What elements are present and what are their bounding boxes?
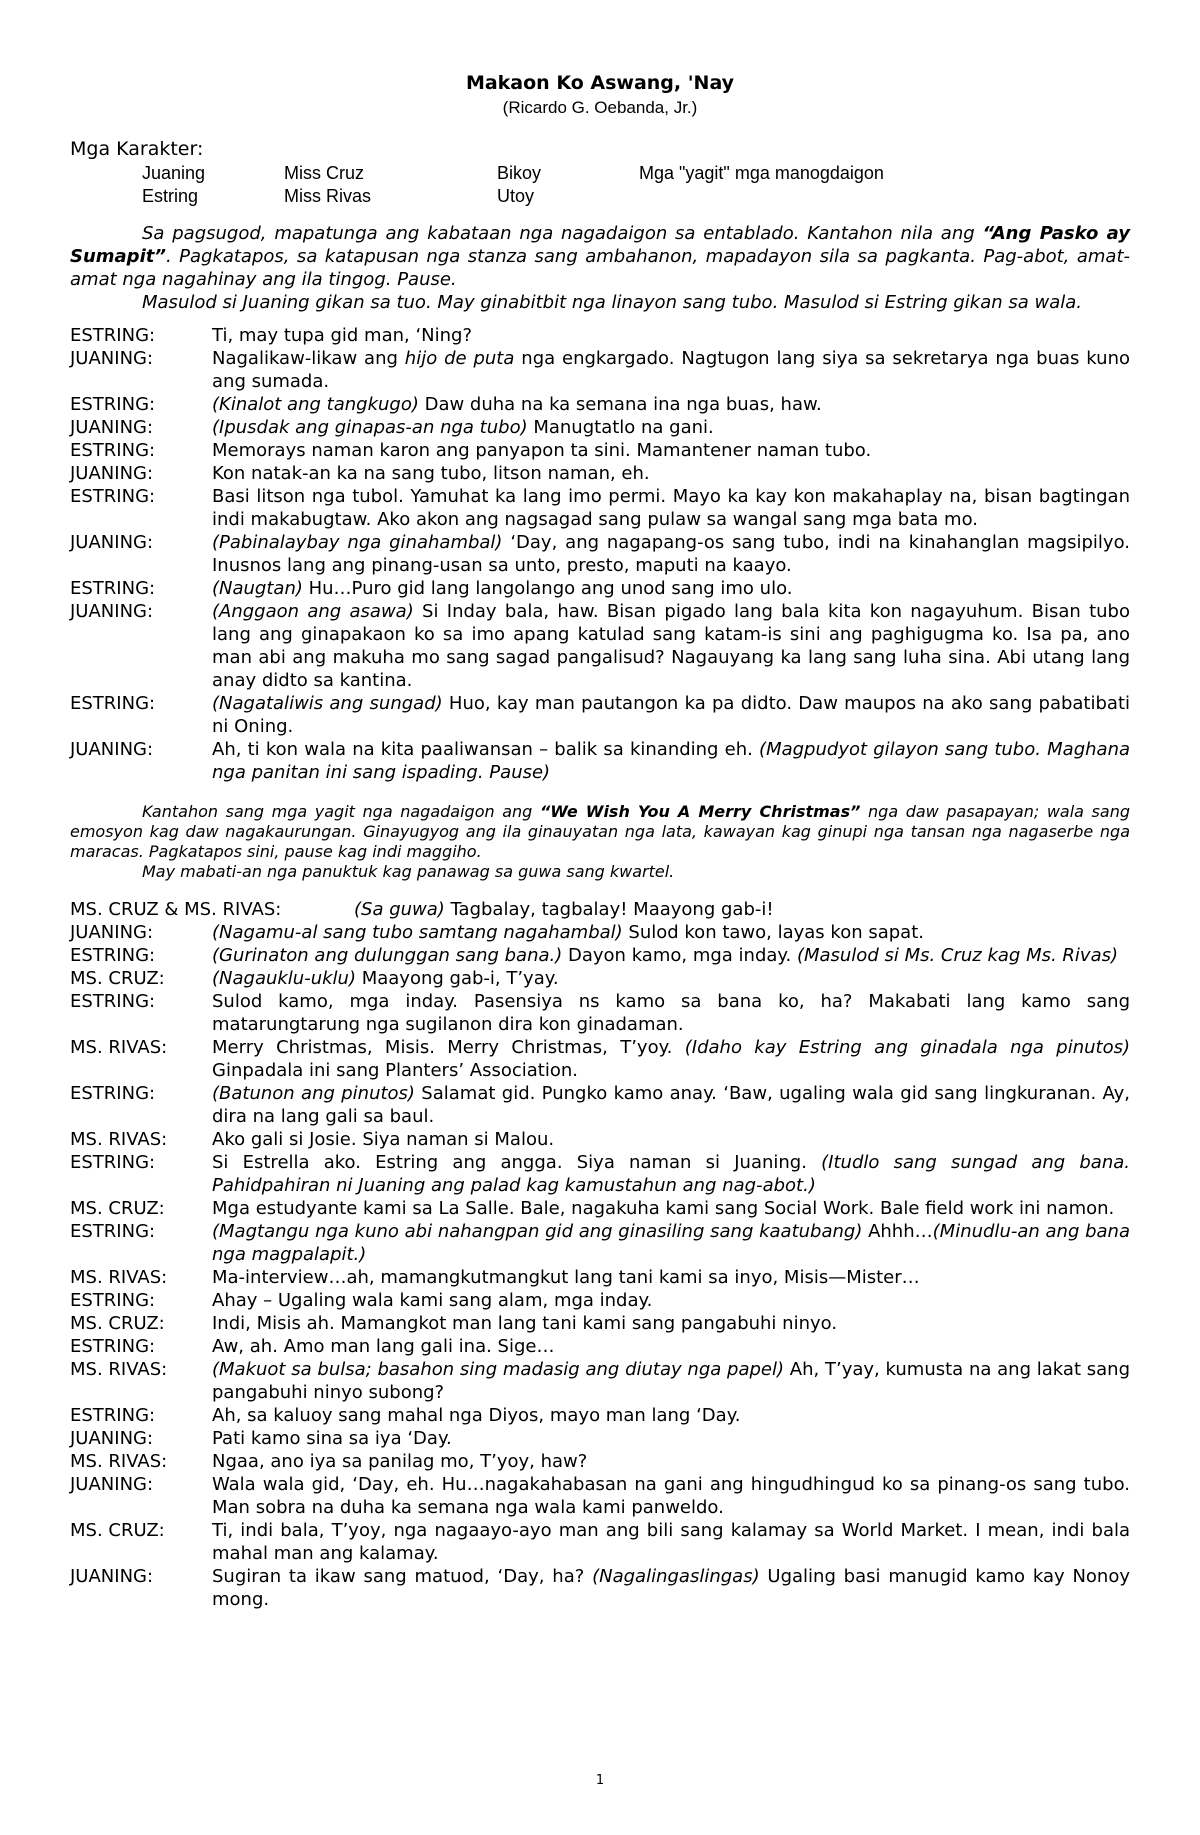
- character-name: Estring: [142, 186, 199, 206]
- speaker-label: MS. RIVAS:: [70, 1451, 168, 1472]
- dialogue-line: [70, 1289, 1130, 1312]
- line-text: (Nagamu-al sang tubo samtang nagahambal) Sulod kon tawo, layas kon sapat.: [212, 922, 924, 943]
- line-text: Ngaa, ano iya sa panilag mo, T’yoy, haw?: [212, 1451, 588, 1472]
- line-text: (Nagauklu-uklu) Maayong gab-i, T’yay.: [212, 968, 559, 989]
- speaker-label: ESTRING:: [70, 440, 156, 461]
- intro-paragraph: Sa pagsugod, mapatunga ang kabataan nga nagadaigon sa entablado. Kantahon nila ang “Ang Pasko ay Sumapit”. Pagkatapos, sa katapusan nga stanza sang ambahanon, mapadayon sila sa pagkanta. Pag-abot, amat-amat nga nagahinay ang ila tingog. Pause.: [70, 223, 1130, 290]
- document-page: [70, 72, 1130, 1611]
- line-text: (Sa guwa) Tagbalay, tagbalay! Maayong gab-i!: [354, 899, 774, 920]
- dialogue-line: [70, 1473, 1130, 1519]
- dialogue-line: [70, 1358, 1130, 1404]
- dialogue-line: [70, 1450, 1130, 1473]
- line-text: Kon natak-an ka na sang tubo, litson naman, eh.: [212, 463, 650, 484]
- dialogue-line: [70, 1036, 1130, 1082]
- speaker-label: ESTRING:: [70, 945, 156, 966]
- dialogue-line: [70, 1151, 1130, 1197]
- dialogue-line: [70, 600, 1130, 692]
- dialogue-line: [70, 1404, 1130, 1427]
- page-number: 1: [595, 1773, 605, 1788]
- line-text: Indi, Misis ah. Mamangkot man lang tani kami sang pangabuhi ninyo.: [212, 1313, 838, 1334]
- dialogue-line: [70, 1220, 1130, 1266]
- speaker-label: MS. CRUZ:: [70, 968, 165, 989]
- play-author: (Ricardo G. Oebanda, Jr.): [502, 98, 698, 117]
- dialogue-line: [70, 944, 1130, 967]
- line-text: Si Estrella ako. Estring ang angga. Siya naman si Juaning. (Itudlo sang sungad ang bana. Pahidpahiran ni Juaning ang palad kag kamustahun ang nag-abot.): [212, 1152, 1130, 1196]
- stage-direction-song: [70, 802, 1130, 882]
- line-text: Aw, ah. Amo man lang gali ina. Sige…: [212, 1336, 555, 1357]
- dialogue-line: [70, 898, 1130, 921]
- line-text: Memorays naman karon ang panyapon ta sini. Mamantener naman tubo.: [212, 440, 872, 461]
- dialogue-line: [70, 967, 1130, 990]
- line-text: (Pabinalaybay nga ginahambal) ‘Day, ang nagapang-os sang tubo, indi na kinahanglan magsipilyo. Inusnos lang ang pinang-usan sa unto, presto, maputi na kaayo.: [212, 532, 1130, 576]
- line-text: Wala wala gid, ‘Day, eh. Hu…nagakahabasan na gani ang hingudhingud ko sa pinang-os sang tubo. Man sobra na duha ka semana nga wala kami panweldo.: [212, 1474, 1130, 1518]
- dialogue-line: [70, 1519, 1130, 1565]
- line-text: (Nagataliwis ang sungad) Huo, kay man pautangon ka pa didto. Daw maupos na ako sang pabatibati ni Oning.: [212, 693, 1131, 737]
- speaker-label: ESTRING:: [70, 1405, 156, 1426]
- dialogue-line: [70, 921, 1130, 944]
- speaker-label: MS. CRUZ:: [70, 1198, 165, 1219]
- dialogue-line: [70, 416, 1130, 439]
- speaker-label: JUANING:: [70, 1474, 154, 1495]
- speaker-label: JUANING:: [70, 922, 154, 943]
- speaker-label: ESTRING:: [70, 1221, 156, 1242]
- dialogue-section-2: [70, 898, 1130, 1611]
- speaker-label: ESTRING:: [70, 1336, 156, 1357]
- dialogue-line: [70, 577, 1130, 600]
- speaker-label: JUANING:: [70, 1566, 154, 1587]
- speaker-label: ESTRING:: [70, 1152, 156, 1173]
- dialogue-line: [70, 1082, 1130, 1128]
- line-text: Ma-interview…ah, mamangkutmangkut lang tani kami sa inyo, Misis—Mister…: [212, 1267, 920, 1288]
- dialogue-line: [70, 1312, 1130, 1335]
- character-name: Miss Cruz: [284, 163, 364, 183]
- line-text: (Gurinaton ang dulunggan sang bana.) Dayon kamo, mga inday. (Masulod si Ms. Cruz kag Ms. Rivas): [212, 945, 1119, 966]
- play-title: Makaon Ko Aswang, 'Nay: [465, 72, 735, 94]
- dialogue-line: [70, 1197, 1130, 1220]
- speaker-label: MS. RIVAS:: [70, 1359, 168, 1380]
- speaker-label: MS. CRUZ:: [70, 1313, 165, 1334]
- speaker-label: JUANING:: [70, 463, 154, 484]
- line-text: (Ipusdak ang ginapas-an nga tubo) Manugtatlo na gani.: [212, 417, 714, 438]
- line-text: Ti, indi bala, T’yoy, nga nagaayo-ayo man ang bili sang kalamay sa World Market. I mean, indi bala mahal man ang kalamay.: [212, 1520, 1130, 1564]
- line-text: (Magtangu nga kuno abi nahangpan gid ang ginasiling sang kaatubang) Ahhh…(Minudlu-an ang bana nga magpalapit.): [212, 1221, 1130, 1265]
- character-name: Bikoy: [497, 163, 542, 183]
- line-text: Mga estudyante kami sa La Salle. Bale, nagakuha kami sang Social Work. Bale field work ini namon.: [212, 1198, 1115, 1219]
- character-name: Juaning: [142, 163, 206, 183]
- dialogue-line: [70, 531, 1130, 577]
- line-text: Sugiran ta ikaw sang matuod, ‘Day, ha? (Nagalingaslingas) Ugaling basi manugid kamo kay Nonoy mong.: [212, 1566, 1130, 1610]
- speaker-label: MS. CRUZ & MS. RIVAS:: [70, 899, 282, 920]
- speaker-label: MS. RIVAS:: [70, 1267, 168, 1288]
- speaker-label: ESTRING:: [70, 578, 156, 599]
- dialogue-line: [70, 347, 1130, 393]
- stage-direction-intro: [70, 222, 1130, 314]
- speaker-label: JUANING:: [70, 417, 154, 438]
- speaker-label: ESTRING:: [70, 693, 156, 714]
- speaker-label: ESTRING:: [70, 1290, 156, 1311]
- dialogue-line: [70, 1335, 1130, 1358]
- line-text: (Batunon ang pinutos) Salamat gid. Pungko kamo anay. ‘Baw, ugaling wala gid sang lingkuranan. Ay, dira na lang gali sa baul.: [212, 1083, 1130, 1127]
- line-text: Basi litson nga tubol. Yamuhat ka lang imo permi. Mayo ka kay kon makahaplay na, bisan bagtingan indi makabugtaw. Ako akon ang nagsagad sang pulaw sa wangal sang mga bata mo.: [212, 486, 1130, 530]
- line-text: Nagalikaw-likaw ang hijo de puta nga engkargado. Nagtugon lang siya sa sekretarya nga buas kuno ang sumada.: [212, 348, 1130, 392]
- dialogue-line: [70, 485, 1130, 531]
- line-text: Ah, ti kon wala na kita paaliwansan – balik sa kinanding eh. (Magpudyot gilayon sang tubo. Maghana nga panitan ini sang ispading. Pause): [212, 739, 1131, 783]
- line-text: Ako gali si Josie. Siya naman si Malou.: [212, 1129, 555, 1150]
- speaker-label: ESTRING:: [70, 394, 156, 415]
- dialogue-line: [70, 990, 1130, 1036]
- character-name: Mga "yagit" mga manogdaigon: [639, 163, 884, 183]
- dialogue-lines: [70, 921, 1130, 1611]
- characters-heading: Mga Karakter:: [70, 138, 204, 160]
- line-text: Pati kamo sina sa iya ‘Day.: [212, 1428, 452, 1449]
- speaker-label: ESTRING:: [70, 1083, 156, 1104]
- line-text: Ti, may tupa gid man, ‘Ning?: [212, 325, 473, 346]
- line-text: Ahay – Ugaling wala kami sang alam, mga inday.: [212, 1290, 653, 1311]
- character-name: Miss Rivas: [284, 186, 372, 206]
- speaker-label: ESTRING:: [70, 486, 156, 507]
- speaker-label: MS. RIVAS:: [70, 1037, 168, 1058]
- speaker-label: MS. RIVAS:: [70, 1129, 168, 1150]
- speaker-label: JUANING:: [70, 1428, 154, 1449]
- line-text: Ah, sa kaluoy sang mahal nga Diyos, mayo man lang ‘Day.: [212, 1405, 741, 1426]
- song-paragraph: May mabati-an nga panuktuk kag panawag sa guwa sang kwartel.: [142, 862, 675, 881]
- dialogue-section-1: [70, 324, 1130, 784]
- dialogue-line: [70, 324, 1130, 347]
- dialogue-line: [70, 738, 1130, 784]
- line-text: (Kinalot ang tangkugo) Daw duha na ka semana ina nga buas, haw.: [212, 394, 822, 415]
- line-text: Sulod kamo, mga inday. Pasensiya ns kamo sa bana ko, ha? Makabati lang kamo sang matarungtarung nga sugilanon dira kon ginadaman.: [212, 991, 1130, 1035]
- speaker-label: ESTRING:: [70, 991, 156, 1012]
- character-name: [639, 185, 939, 208]
- line-text: (Makuot sa bulsa; basahon sing madasig ang diutay nga papel) Ah, T’yay, kumusta na ang lakat sang pangabuhi ninyo subong?: [212, 1359, 1130, 1403]
- speaker-label: JUANING:: [70, 601, 154, 622]
- character-name: Utoy: [497, 186, 535, 206]
- character-list: [70, 162, 1130, 208]
- speaker-label: MS. CRUZ:: [70, 1520, 165, 1541]
- dialogue-line: [70, 1128, 1130, 1151]
- speaker-label: JUANING:: [70, 739, 154, 760]
- line-text: (Anggaon ang asawa) Si Inday bala, haw. Bisan pigado lang bala kita kon nagayuhum. Bisan tubo lang ang ginapakaon ko sa imo apang katulad sang katam-is sini ang paghigugma ko. Isa pa, ano man abi ang makuha mo sang sagad pangalisud? Nagauyang ka lang sang luha sina. Abi utang lang anay didto sa kantina.: [212, 601, 1130, 691]
- dialogue-line: [70, 439, 1130, 462]
- speaker-label: ESTRING:: [70, 325, 156, 346]
- dialogue-line: [70, 1266, 1130, 1289]
- line-text: Merry Christmas, Misis. Merry Christmas, T’yoy. (Idaho kay Estring ang ginadala nga pinutos) Ginpadala ini sang Planters’ Association.: [212, 1037, 1131, 1081]
- dialogue-line: [70, 462, 1130, 485]
- song-paragraph: Kantahon sang mga yagit nga nagadaigon ang “We Wish You A Merry Christmas” nga daw pasapayan; wala sang emosyon kag daw nagakaurungan. Ginayugyog ang ila ginauyatan nga lata, kawayan kag ginupi nga tansan nga nagaserbe nga maracas. Pagkatapos sini, pause kag indi maggiho.: [70, 802, 1130, 861]
- intro-paragraph: Masulod si Juaning gikan sa tuo. May ginabitbit nga linayon sang tubo. Masulod si Estring gikan sa wala.: [142, 292, 1083, 313]
- speaker-label: JUANING:: [70, 532, 154, 553]
- dialogue-line: [70, 393, 1130, 416]
- dialogue-line: [70, 1427, 1130, 1450]
- speaker-label: JUANING:: [70, 348, 154, 369]
- dialogue-line: [70, 692, 1130, 738]
- dialogue-line: [70, 1565, 1130, 1611]
- line-text: (Naugtan) Hu…Puro gid lang langolango ang unod sang imo ulo.: [212, 578, 793, 599]
